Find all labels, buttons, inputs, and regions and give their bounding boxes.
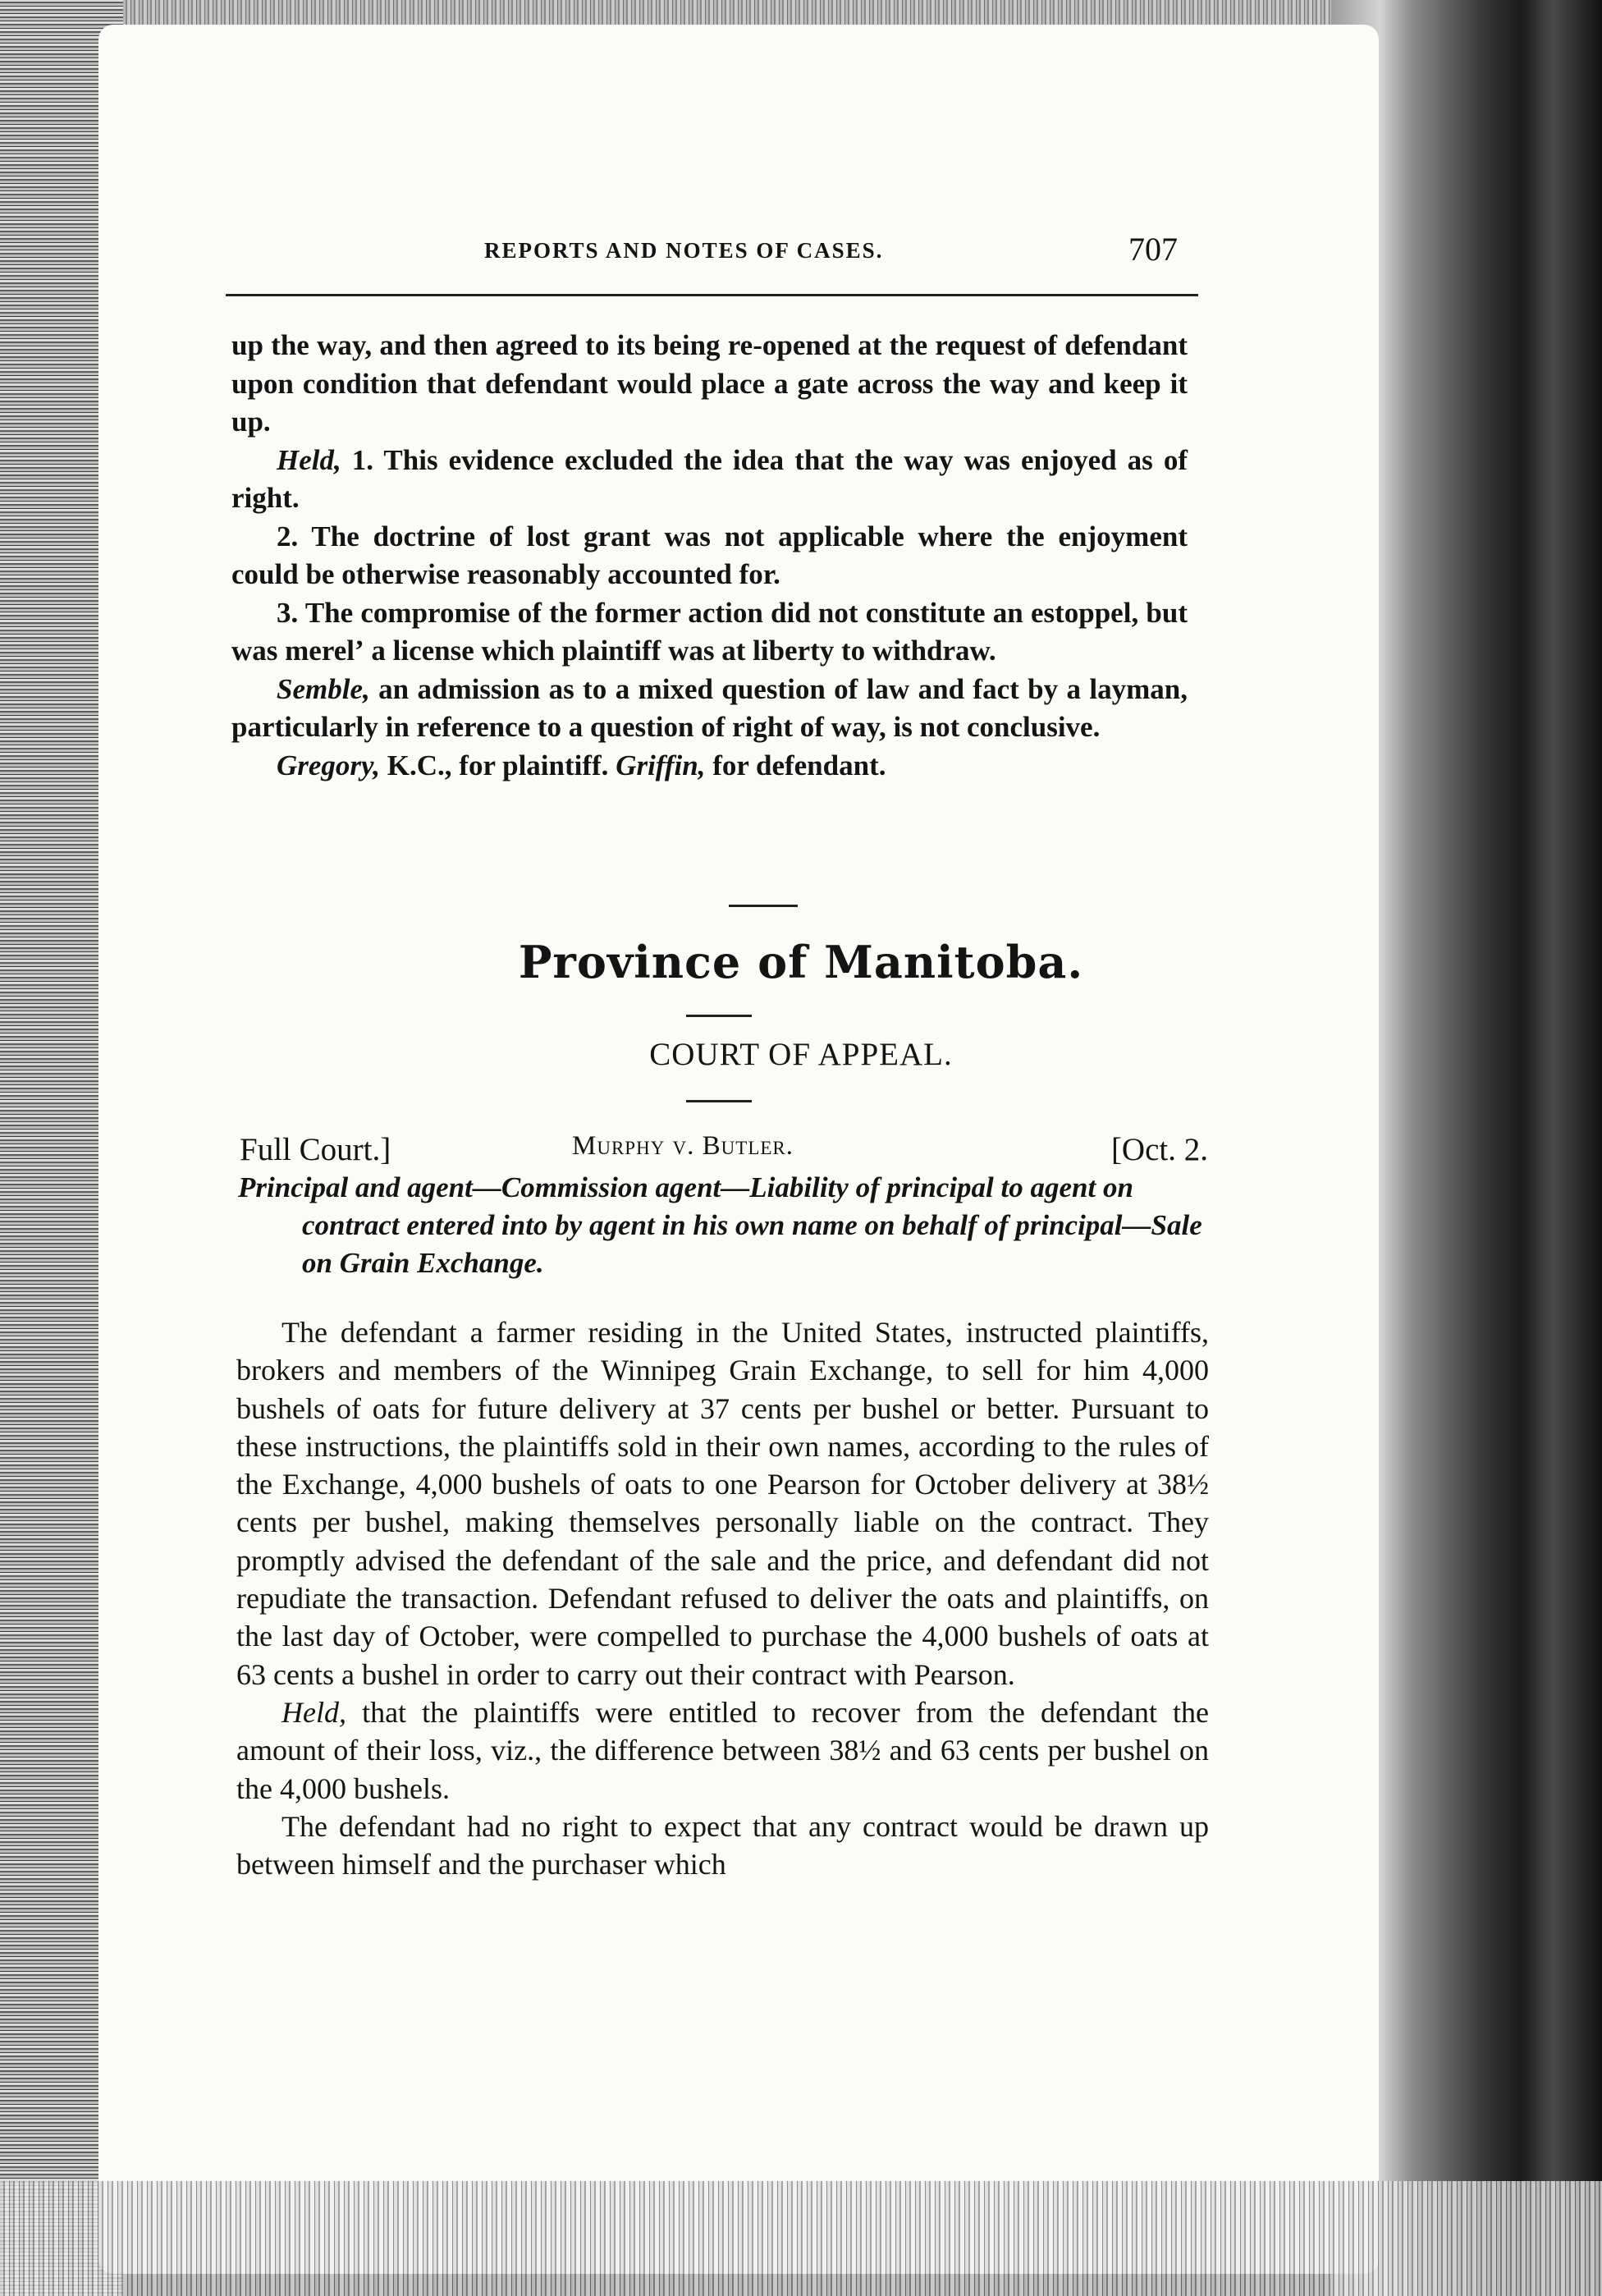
- case-held-text: that the plaintiffs were entitled to recover from the defendant the amount of their loss, viz., the difference between 38½ and 63 cents per bushel on the 4,000 bushels.: [236, 1695, 1209, 1805]
- continued-case-text: [231, 327, 1188, 785]
- case-body: [236, 1313, 1209, 1883]
- scan-border-bottom: [0, 2181, 1602, 2296]
- held-2: 2. The doctrine of lost grant was not applicable where the enjoyment could be otherwise reasonably accounted for.: [231, 520, 1188, 590]
- held-1: 1. This evidence excluded the idea that the way was enjoyed as of right.: [231, 443, 1188, 514]
- header-rule: [226, 294, 1198, 296]
- running-head: [250, 230, 1178, 279]
- case-held-label: Held,: [281, 1695, 346, 1729]
- court-heading: COURT OF APPEAL.: [649, 1037, 953, 1072]
- counsel-plaintiff-text: K.C., for plaintiff.: [380, 749, 616, 781]
- section-rule-2: [686, 1015, 752, 1017]
- counsel-defendant-name: Griffin,: [616, 749, 706, 781]
- counsel-plaintiff-name: Gregory,: [277, 749, 381, 781]
- case-held-paragraph: [236, 1693, 1209, 1808]
- case-date: [Oct. 2.: [1110, 1132, 1208, 1167]
- held-label: Held,: [277, 443, 341, 476]
- final-paragraph: The defendant had no right to expect that any contract would be drawn up between himself and the purchaser which: [236, 1809, 1209, 1881]
- semble-paragraph: [231, 671, 1188, 747]
- case-style: Murphy v. Butler.: [572, 1131, 794, 1161]
- case-court: Full Court.]: [240, 1132, 391, 1167]
- counsel-defendant-text: for defendant.: [705, 749, 886, 781]
- semble-label: Semble,: [277, 672, 370, 705]
- facts-paragraph: The defendant a farmer residing in the United States, instructed plaintiffs, brokers and members of the Winnipeg Grain Exchange, to sell for him 4,000 bushels of oats for future delivery at 37 cents per bushel or better. Pursuant to these instructions, the plaintiffs sold in their own names, according to the rules of the Exchange, 4,000 bushels of oats to one Pearson for October delivery at 38½ cents per bushel, making themselves personally liable on the contract. They promptly advised the defendant of the sale and the price, and defendant did not repudiate the transaction. Defendant refused to deliver the oats and plaintiffs, on the last day of October, were compelled to purchase the 4,000 bushels of oats at 63 cents a bushel in order to carry out their contract with Pearson.: [236, 1316, 1209, 1691]
- case-caption: [240, 1131, 1208, 1172]
- paragraph-continued: up the way, and then agreed to its being re-opened at the request of defendant upon condition that defendant would place a gate across the way and keep it up.: [231, 329, 1188, 438]
- section-rule-1: [729, 905, 798, 907]
- counsel-line: [231, 747, 1188, 786]
- section-rule-3: [686, 1100, 752, 1102]
- held-3: 3. The compromise of the former action did not constitute an estoppel, but was merelʼ a license which plaintiff was at liberty to withdraw.: [231, 596, 1188, 667]
- semble-text: an admission as to a mixed question of law and fact by a layman, particularly in reference to a question of right of way, is not conclusive.: [231, 672, 1188, 743]
- running-head-title: REPORTS AND NOTES OF CASES.: [484, 238, 884, 263]
- headnote-text: Principal and agent—Commission agent—Liability of principal to agent on contract entered into by agent in his own name on behalf of principal—Sale on Grain Exchange.: [238, 1171, 1202, 1279]
- page-number: 707: [1128, 231, 1178, 268]
- case-headnote: [238, 1169, 1211, 1282]
- held-paragraph: [231, 442, 1188, 518]
- province-heading: Province of Manitoba.: [518, 936, 1084, 988]
